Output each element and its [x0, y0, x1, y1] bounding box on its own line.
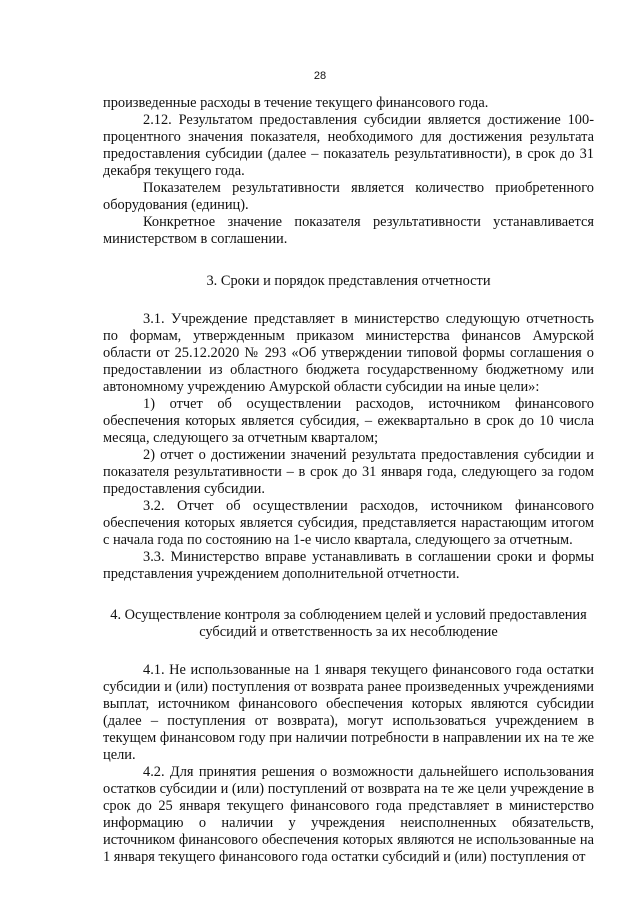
page-number: 28 [313, 70, 327, 82]
paragraph-3-3: 3.3. Министерство вправе устанавливать в соглашении сроки и формы представления учреждением дополнительной отчетности. [103, 549, 594, 582]
paragraph-4-2: 4.2. Для принятия решения о возможности дальнейшего использования остатков субсидии и (или) поступлений от возврата на те же цели учреждение в срок до 25 января текущего финансового года представляет в министерство информацию о наличии у учреждения неисполненных обязательств, источником финансового обеспечения которых являются не использованные на 1 января текущего финансового года остатки субсидий и (или) поступления от [103, 764, 594, 865]
section-4-heading [103, 607, 594, 641]
paragraph-4-1: 4.1. Не использованные на 1 января текущего финансового года остатки субсидии и (или) поступления от возврата ранее произведенных учреждениями выплат, источником финансового обеспечения которых являются субсидии (далее – поступления от возврата), могут использоваться учреждением в текущем финансовом году при наличии потребности в направлении их на те же цели. [103, 662, 594, 763]
section-4-heading-line-2: субсидий и ответственность за их несоблюдение [199, 624, 498, 640]
paragraph-3-1-item-1: 1) отчет об осуществлении расходов, источником финансового обеспечения которых является субсидия, – ежеквартально в срок до 10 числа месяца, следующего за отчетным кварталом; [103, 396, 594, 446]
paragraph-2-12: 2.12. Результатом предоставления субсидии является достижение 100-процентного значения показателя, необходимого для достижения результата предоставления субсидии (далее – показатель результативности), в срок до 31 декабря текущего года. [103, 112, 594, 179]
paragraph-indicator: Показателем результативности является количество приобретенного оборудования (единиц). [103, 180, 594, 213]
paragraph-3-1: 3.1. Учреждение представляет в министерство следующую отчетность по формам, утвержденным приказом министерства финансов Амурской области от 25.12.2020 № 293 «Об утверждении типовой формы соглашения о предоставлении из областного бюджета государственному бюджетному или автономному учреждению Амурской области субсидии на иные цели»: [103, 311, 594, 395]
paragraph-indicator-value: Конкретное значение показателя результативности устанавливается министерством в соглашении. [103, 214, 594, 247]
paragraph-3-1-item-2: 2) отчет о достижении значений результата предоставления субсидии и показателя результативности – в срок до 31 января года, следующего за годом предоставления субсидии. [103, 447, 594, 497]
document-body [103, 95, 594, 866]
paragraph-3-2: 3.2. Отчет об осуществлении расходов, источником финансового обеспечения которых является субсидия, представляется нарастающим итогом с начала года по состоянию на 1-е число квартала, следующего за отчетным. [103, 498, 594, 548]
paragraph-continuation: произведенные расходы в течение текущего финансового года. [103, 95, 489, 111]
section-4-heading-line-1: 4. Осуществление контроля за соблюдением целей и условий предоставления [110, 607, 587, 623]
section-3-heading: 3. Сроки и порядок представления отчетности [206, 273, 491, 289]
